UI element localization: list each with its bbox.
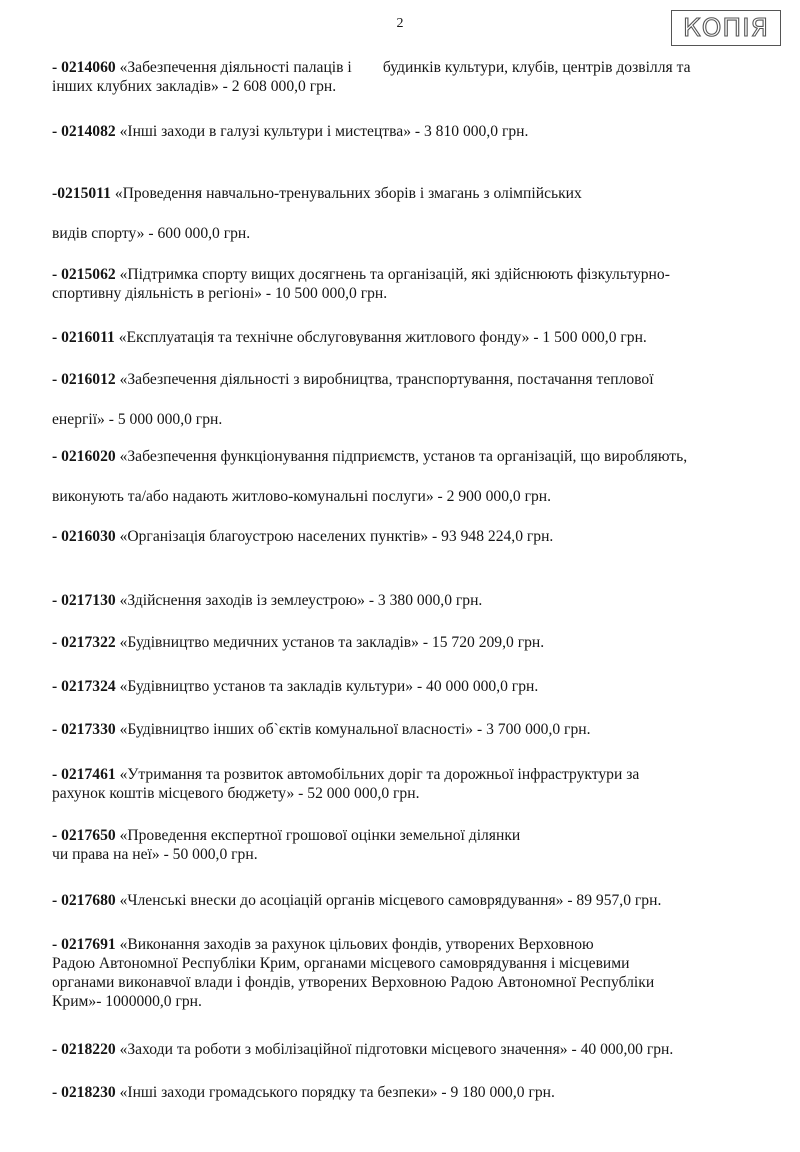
program-text: «Забезпечення функціонування підприємств, установ та організацій, що виробляють,: [119, 448, 688, 465]
budget-entry: [52, 591, 772, 610]
program-text: рахунок коштів місцевого бюджету» - 52 000 000,0 грн.: [52, 785, 420, 802]
program-text: «Будівництво інших об`єктів комунальної власності» - 3 700 000,0 грн.: [119, 721, 591, 738]
program-text: «Виконання заходів за рахунок цільових фондів, утворених Верховною: [119, 936, 594, 953]
entry-line: [52, 1040, 772, 1059]
entry-line: [52, 58, 772, 77]
budget-entry: [52, 370, 772, 429]
budget-entry: [52, 720, 772, 739]
entry-line: [52, 973, 772, 992]
budget-entry: [52, 1083, 772, 1102]
program-code: -0215011: [52, 185, 111, 202]
copy-stamp: КОПІЯ: [671, 10, 781, 46]
entry-line: [52, 184, 772, 203]
program-text: «Проведення експертної грошової оцінки земельної ділянки: [119, 827, 521, 844]
program-text: виконують та/або надають житлово-комунальні послуги» - 2 900 000,0 грн.: [52, 488, 552, 505]
program-text: «Забезпечення діяльності палаців і будинків культури, клубів, центрів дозвілля та: [119, 59, 691, 76]
budget-entry: [52, 328, 772, 347]
program-code: - 0217691: [52, 936, 116, 953]
program-code: - 0216011: [52, 329, 115, 346]
budget-entry: [52, 826, 772, 864]
program-code: - 0217324: [52, 678, 116, 695]
entry-line: [52, 447, 772, 466]
budget-entry: [52, 184, 772, 243]
program-text: «Будівництво медичних установ та закладів» - 15 720 209,0 грн.: [119, 634, 545, 651]
budget-entry: [52, 527, 772, 546]
entry-line: [52, 845, 772, 864]
program-code: - 0218230: [52, 1084, 116, 1101]
program-text: «Проведення навчально-тренувальних зборів і змагань з олімпійських: [114, 185, 582, 202]
page-number: 2: [396, 16, 404, 31]
program-text: «Інші заходи громадського порядку та безпеки» - 9 180 000,0 грн.: [119, 1084, 555, 1101]
program-code: - 0217650: [52, 827, 116, 844]
program-text: «Утримання та розвиток автомобільних доріг та дорожньої інфраструктури за: [119, 766, 640, 783]
budget-entry: [52, 633, 772, 652]
entry-line: [52, 224, 772, 243]
budget-entry: [52, 447, 772, 506]
program-text: чи права на неї» - 50 000,0 грн.: [52, 846, 258, 863]
entry-line: [52, 389, 772, 410]
entry-line: [52, 265, 772, 284]
program-code: - 0216012: [52, 371, 116, 388]
budget-entry: [52, 58, 772, 96]
program-text: «Заходи та роботи з мобілізаційної підготовки місцевого значення» - 40 000,00 грн.: [119, 1041, 674, 1058]
program-text: Радою Автономної Республіки Крим, органами місцевого самоврядування і місцевими: [52, 955, 630, 972]
entry-line: [52, 328, 772, 347]
program-code: - 0217680: [52, 892, 116, 909]
budget-entry: [52, 765, 772, 803]
program-text: «Експлуатація та технічне обслуговування житлового фонду» - 1 500 000,0 грн.: [118, 329, 647, 346]
program-code: - 0216030: [52, 528, 116, 545]
entry-line: [52, 487, 772, 506]
entry-line: [52, 935, 772, 954]
program-code: - 0214082: [52, 123, 116, 140]
program-code: - 0217461: [52, 766, 116, 783]
entry-line: [52, 992, 772, 1011]
entry-line: [52, 77, 772, 96]
entry-line: [52, 633, 772, 652]
program-code: - 0216020: [52, 448, 116, 465]
entry-line: [52, 826, 772, 845]
program-text: видів спорту» - 600 000,0 грн.: [52, 225, 251, 242]
program-text: «Інші заходи в галузі культури і мистецтва» - 3 810 000,0 грн.: [119, 123, 529, 140]
program-code: - 0214060: [52, 59, 116, 76]
entry-line: [52, 466, 772, 487]
program-text: Крим»- 1000000,0 грн.: [52, 993, 202, 1010]
budget-entry: [52, 891, 772, 910]
program-code: - 0218220: [52, 1041, 116, 1058]
program-code: - 0215062: [52, 266, 116, 283]
program-text: «Здійснення заходів із землеустрою» - 3 380 000,0 грн.: [119, 592, 483, 609]
budget-entry: [52, 1040, 772, 1059]
program-text: спортивну діяльність в регіоні» - 10 500 000,0 грн.: [52, 285, 388, 302]
entry-line: [52, 122, 772, 141]
program-code: - 0217330: [52, 721, 116, 738]
program-code: - 0217322: [52, 634, 116, 651]
program-text: органами виконавчої влади і фондів, утворених Верховною Радою Автономної Республіки: [52, 974, 655, 991]
program-text: «Організація благоустрою населених пунктів» - 93 948 224,0 грн.: [119, 528, 554, 545]
entry-line: [52, 284, 772, 303]
entry-line: [52, 527, 772, 546]
program-code: - 0217130: [52, 592, 116, 609]
entry-line: [52, 1083, 772, 1102]
entry-line: [52, 410, 772, 429]
budget-entry: [52, 935, 772, 1011]
program-text: «Членські внески до асоціацій органів місцевого самоврядування» - 89 957,0 грн.: [119, 892, 662, 909]
entry-line: [52, 677, 772, 696]
entry-line: [52, 784, 772, 803]
entry-line: [52, 954, 772, 973]
entry-line: [52, 591, 772, 610]
entry-line: [52, 720, 772, 739]
entry-line: [52, 203, 772, 224]
budget-entry: [52, 122, 772, 141]
budget-entry: [52, 265, 772, 303]
entry-line: [52, 891, 772, 910]
program-text: «Підтримка спорту вищих досягнень та організацій, які здійснюють фізкультурно-: [119, 266, 670, 283]
budget-entry: [52, 677, 772, 696]
program-text: «Забезпечення діяльності з виробництва, транспортування, постачання теплової: [119, 371, 654, 388]
entry-line: [52, 765, 772, 784]
program-text: енергії» - 5 000 000,0 грн.: [52, 411, 223, 428]
entry-line: [52, 370, 772, 389]
program-text: «Будівництво установ та закладів культури» - 40 000 000,0 грн.: [119, 678, 539, 695]
program-text: інших клубних закладів» - 2 608 000,0 грн.: [52, 78, 337, 95]
